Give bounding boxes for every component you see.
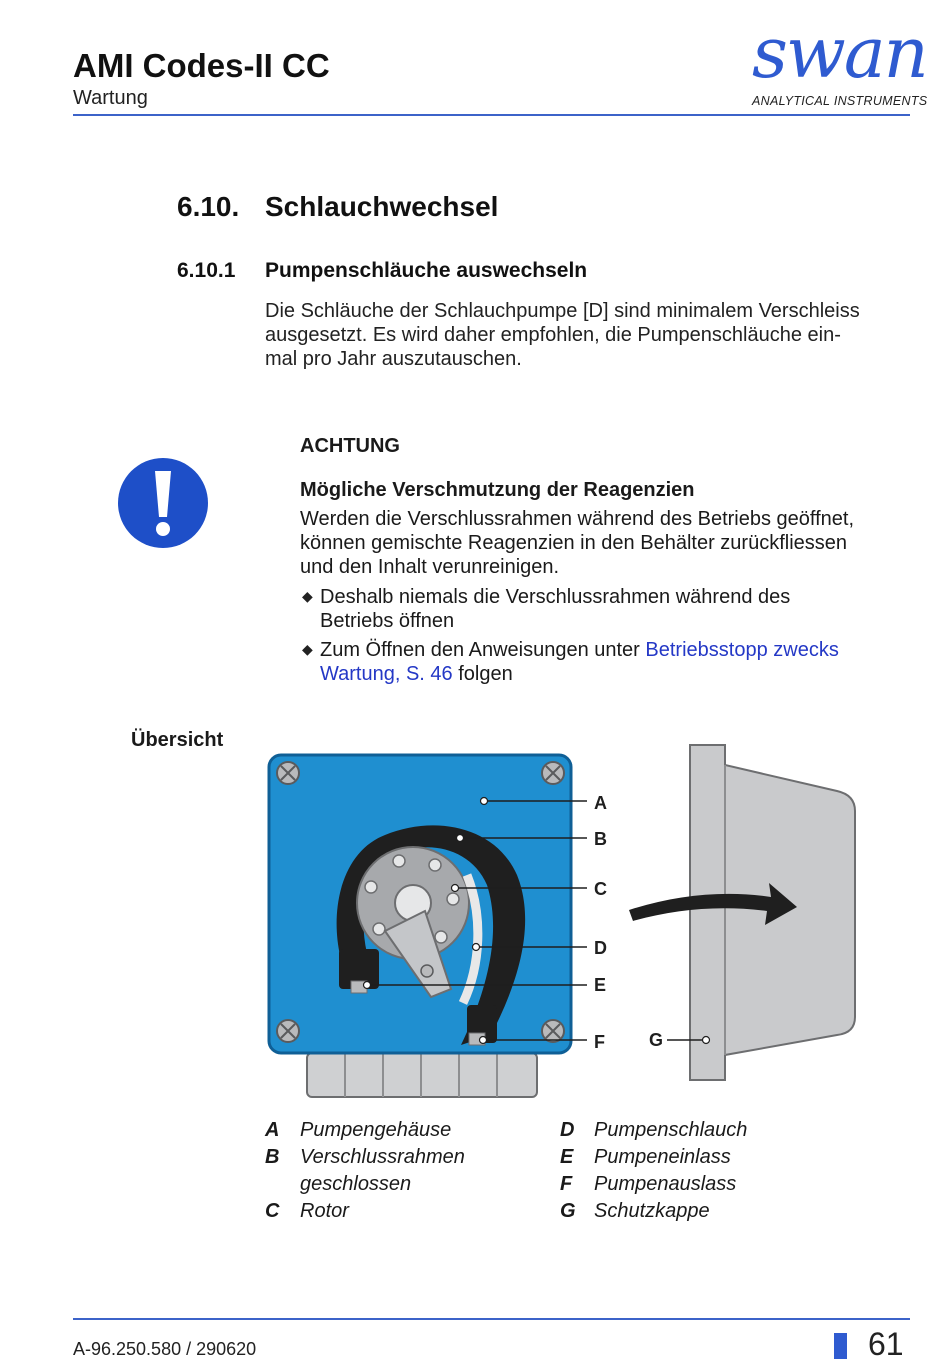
intro-paragraph [265,299,905,371]
page-number: 61 [868,1326,904,1362]
callout-c: C [594,879,607,899]
legend-key: A [265,1119,280,1141]
intro-line: ausgesetzt. Es wird daher empfohlen, die Pumpenschläuche ein- [265,324,841,346]
callout-g: G [649,1030,664,1050]
document-title: AMI Codes-II CC [73,47,330,84]
notice-subtitle: Mögliche Verschmutzung der Reagenzien [300,479,695,501]
maintenance-stop-link-cont[interactable]: Wartung, S. 46 [320,663,453,685]
section-title: Schlauchwechsel [265,191,499,222]
legend-key: E [560,1146,574,1168]
legend-key: G [560,1200,576,1222]
pump-fittings [307,1053,537,1097]
document-subtitle: Wartung [73,87,148,109]
bullet-text: Zum Öffnen den Anweisungen unter [320,639,646,661]
maintenance-stop-link[interactable]: Betriebsstopp zwecks [645,639,839,661]
header-rule [73,114,910,116]
legend-value: Pumpenauslass [594,1173,737,1195]
callout-e: E [594,975,607,995]
swan-logo: swan [752,12,927,94]
overview-label: Übersicht [131,729,224,751]
legend-key: C [265,1200,280,1222]
intro-line: Die Schläuche der Schlauchpumpe [D] sind minimalem Verschleiss [265,300,860,322]
legend-value: Pumpengehäuse [300,1119,452,1141]
callout-d: D [594,938,607,958]
exclamation-icon [117,457,209,549]
notice-bullet-1 [320,585,790,633]
subsection-title: Pumpenschläuche auswechseln [265,259,588,282]
notice-title: ACHTUNG [300,435,400,457]
bullet-diamond-icon: ◆ [302,588,313,604]
bullet-line: Betriebs öffnen [320,610,455,632]
legend-keys-left [265,1117,279,1225]
notice-line: Werden die Verschlussrahmen während des Betriebs geöffnet, [300,508,855,530]
bullet-diamond-icon: ◆ [302,641,313,657]
pump-overview-figure [255,735,875,1105]
legend-value: Schutzkappe [594,1200,710,1222]
legend-values-left [300,1117,465,1225]
subsection-number: 6.10.1 [177,259,236,282]
section-number: 6.10. [177,191,240,222]
intro-line: mal pro Jahr auszutauschen. [265,348,522,370]
legend-keys-right [560,1117,576,1225]
legend-key: F [560,1173,573,1195]
callout-f: F [594,1032,605,1052]
notice-bullet-2 [320,638,839,686]
bullet-line: Deshalb niemals die Verschlussrahmen während des [320,586,791,608]
notice-line: und den Inhalt verunreinigen. [300,556,560,578]
callout-a: A [594,793,607,813]
legend-value: Pumpeneinlass [594,1146,731,1168]
footer-rule [73,1318,910,1320]
legend-key: D [560,1119,575,1141]
legend-key: B [265,1146,280,1168]
bullet-text: folgen [452,663,513,685]
page-marker [834,1333,847,1359]
notice-text [300,507,854,579]
legend-values-right [594,1117,747,1225]
legend-value: Pumpenschlauch [594,1119,748,1141]
document-reference: A-96.250.580 / 290620 [73,1339,257,1359]
logo-tagline: ANALYTICAL INSTRUMENTS [752,94,928,108]
legend-value: Verschlussrahmen [300,1146,465,1168]
legend-value: geschlossen [300,1173,412,1195]
notice-line: können gemischte Reagenzien in den Behälter zurückfliessen [300,532,848,554]
legend-value: Rotor [300,1200,349,1222]
callout-b: B [594,829,607,849]
